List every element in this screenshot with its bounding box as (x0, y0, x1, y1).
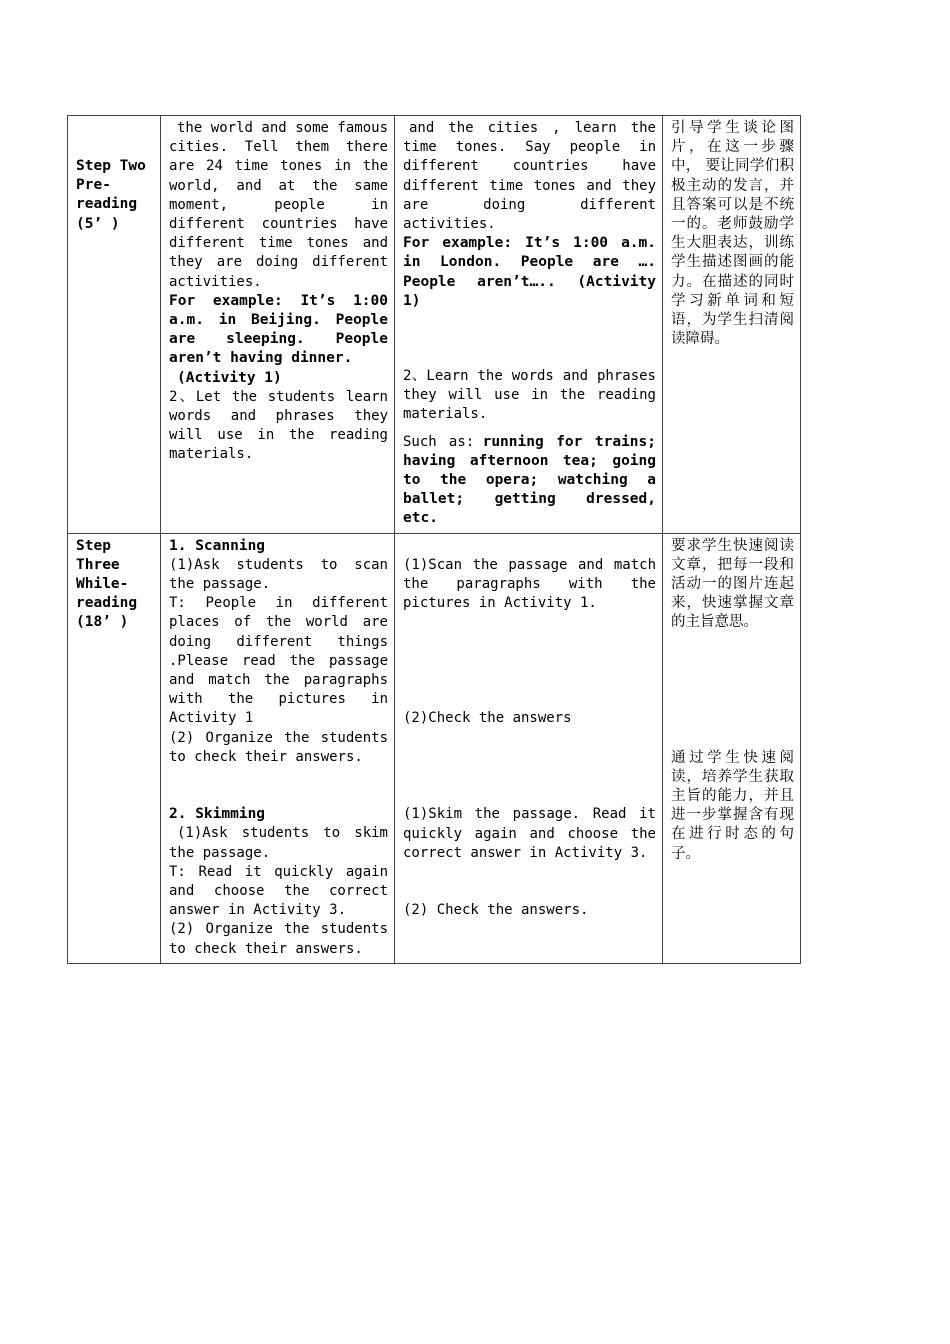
text-paragraph: the world and some famous cities. Tell them there are 24 time tones in the world, and at the same moment, people in different countries have different time tones and they are doing different activities. (169, 120, 388, 290)
step-cell (68, 533, 161, 963)
text-paragraph: (1)Ask students to scan the passage. (169, 556, 388, 593)
text-paragraph: T: People in different places of the world are doing different things .Please read the passage and match the paragraphs with the pictures in Activity 1 (169, 595, 388, 727)
lesson-plan-table (67, 115, 801, 964)
teacher-activity-cell (161, 533, 395, 963)
such-as-label: Such as: (403, 433, 475, 450)
text-paragraph: (2) Check the answers. (403, 902, 589, 919)
text-paragraph: 2、Learn the words and phrases they will use in the reading materials. (403, 368, 656, 423)
section-title: 1. Scanning (169, 537, 266, 554)
table-row (68, 116, 801, 534)
text-paragraph: (2) Organize the students to check their answers. (169, 921, 388, 957)
step-label: Step Two Pre- reading (5’ ) (76, 158, 146, 232)
text-paragraph: 2、Let the students learn words and phrases they will use in the reading materials. (169, 388, 388, 463)
text-paragraph: (2) Organize the students to check their answers. (169, 729, 388, 765)
section-title: 2. Skimming (169, 806, 266, 823)
text-paragraph: T: Read it quickly again and choose the correct answer in Activity 3. (169, 863, 388, 919)
example-text: For example: It’s 1:00 a.m. in Beijing. People are sleeping. People aren’t having dinner. (169, 292, 388, 367)
purpose-cell (663, 533, 801, 963)
student-activity-cell (395, 116, 663, 534)
purpose-text: 通过学生快速阅读，培养学生获取主旨的能力，并且进一步掌握含有现在进行时态的句子。 (671, 749, 794, 862)
teacher-activity-cell (161, 116, 395, 534)
text-paragraph: (1)Scan the passage and match the paragraphs with the pictures in Activity 1. (403, 556, 656, 612)
text-paragraph: (1)Skim the passage. Read it quickly again and choose the correct answer in Activity 3. (403, 806, 656, 861)
purpose-text: 要求学生快速阅读文章，把每一段和活动一的图片连起来，快速掌握文章的主旨意思。 (671, 537, 794, 631)
text-paragraph: (1)Ask students to skim the passage. (169, 825, 388, 861)
phrases-text: running for trains; having afternoon tea; going to the opera; watching a ballet; getting dressed, etc. (403, 433, 656, 527)
student-activity-cell (395, 533, 663, 963)
step-label: Step Three While- reading (18’ ) (76, 537, 138, 631)
table-row (68, 533, 801, 963)
purpose-cell: 引导学生谈论图片，在这一步骤中， 要让同学们积极主动的发言，并且答案可以是不统一的。老师鼓励学生大胆表达，训练学生描述图画的能力。在描述的同时学习新单词和短语，为学生扫清阅读障碍。 (663, 116, 801, 534)
step-cell (68, 116, 161, 534)
text-paragraph: (2)Check the answers (403, 710, 572, 727)
activity-label: (Activity 1) (177, 369, 282, 386)
example-text: For example: It’s 1:00 a.m. in London. People are …. People aren’t….. (Activity 1) (403, 235, 656, 309)
text-paragraph: and the cities , learn the time tones. Say people in different countries have different time tones and they are doing different activities. (403, 120, 656, 233)
